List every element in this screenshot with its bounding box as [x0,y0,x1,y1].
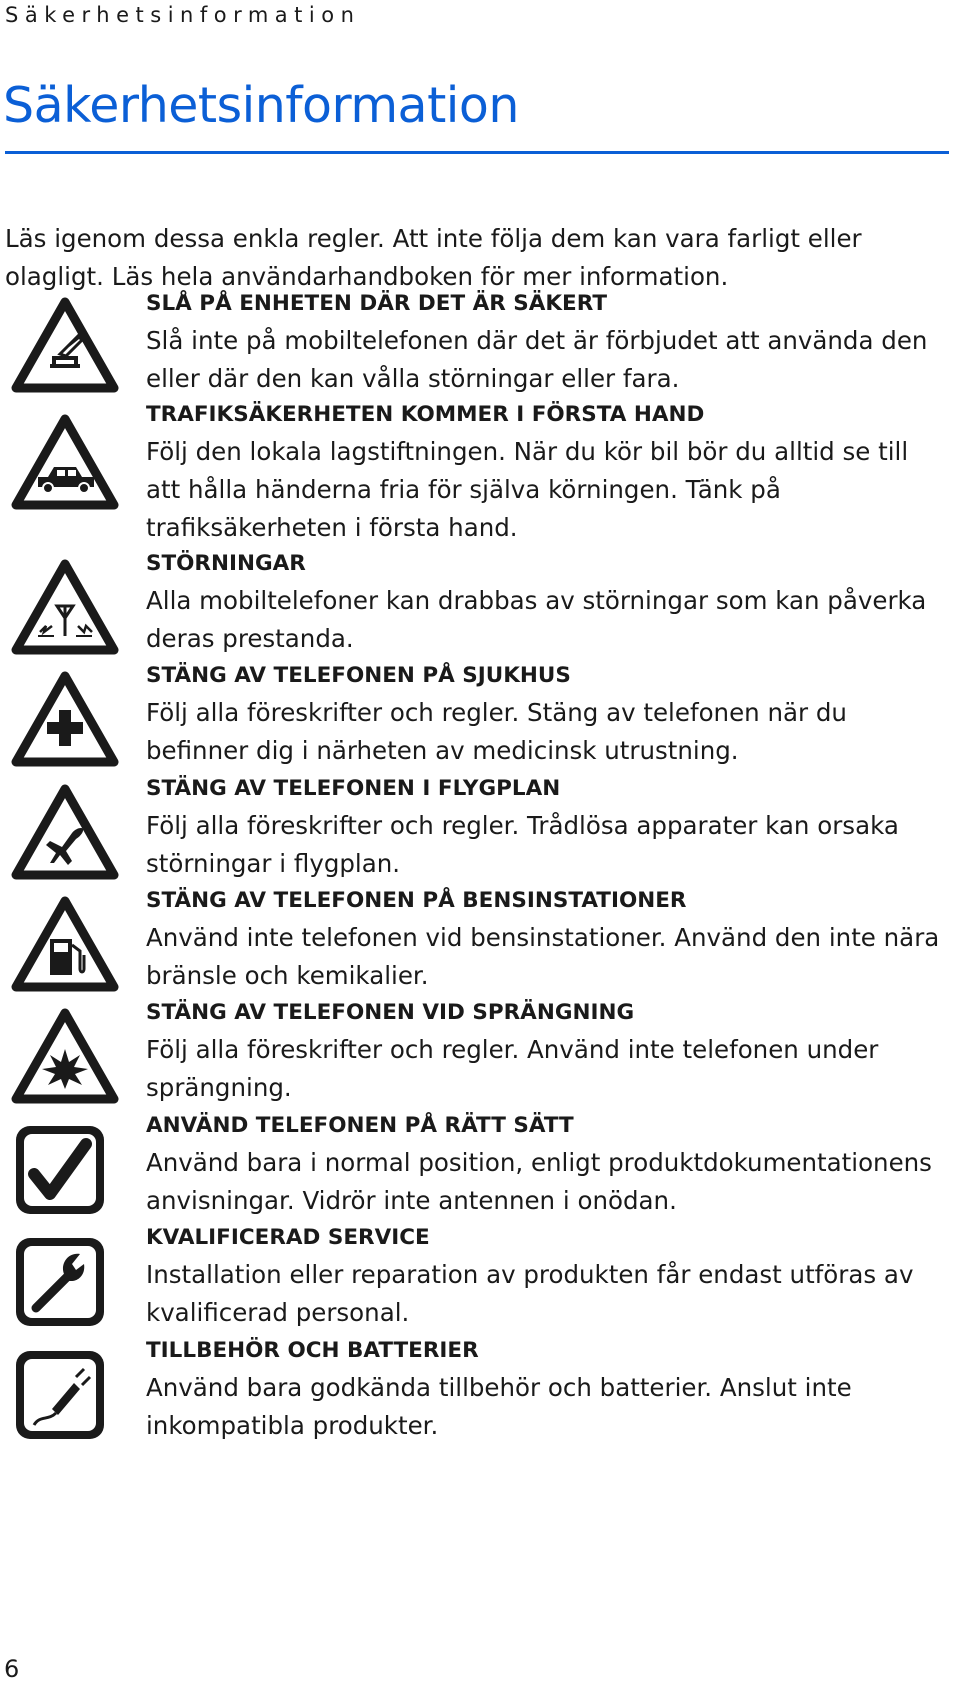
item-body: Använd bara godkända tillbehör och batterier. Anslut inte inkompatibla produkter. [146,1373,852,1440]
item-heading: TILLBEHÖR OCH BATTERIER [146,1338,479,1363]
explosion-icon [10,1007,120,1107]
medical-cross-icon [10,670,120,770]
fuel-pump-icon [10,895,120,995]
page-title: Säkerhetsinformation [3,77,519,134]
item-heading: SLÅ PÅ ENHETEN DÄR DET ÄR SÄKERT [146,291,608,316]
airplane-icon [10,783,120,883]
item-body: Följ alla föreskrifter och regler. Använd inte telefonen under sprängning. [146,1035,879,1102]
item-body: Installation eller reparation av produkten får endast utföras av kvalificerad personal. [146,1260,914,1327]
antenna-interference-icon [10,558,120,658]
item-heading: STÄNG AV TELEFONEN VID SPRÄNGNING [146,1000,635,1025]
hand-switch-on-icon [10,296,120,396]
item-body: Följ den lokala lagstiftningen. När du kör bil bör du alltid se till att hålla händerna fria för själva körningen. Tänk på trafiksäkerheten i första hand. [146,437,909,542]
item-heading: KVALIFICERAD SERVICE [146,1225,430,1250]
item-body: Följ alla föreskrifter och regler. Trådlösa apparater kan orsaka störningar i flygplan. [146,811,899,878]
item-body: Använd bara i normal position, enligt produktdokumentationens anvisningar. Vidrör inte antennen i onödan. [146,1148,932,1215]
title-divider [5,151,949,154]
car-icon [10,413,120,513]
item-heading: STÖRNINGAR [146,551,306,576]
item-body: Slå inte på mobiltelefonen där det är förbjudet att använda den eller där den kan vålla störningar eller fara. [146,326,928,393]
item-body: Följ alla föreskrifter och regler. Stäng av telefonen när du befinner dig i närheten av medicinsk utrustning. [146,698,847,765]
item-heading: TRAFIKSÄKERHETEN KOMMER I FÖRSTA HAND [146,402,705,427]
item-heading: ANVÄND TELEFONEN PÅ RÄTT SÄTT [146,1113,574,1138]
page-number: 6 [4,1655,20,1683]
checkmark-icon [10,1122,120,1222]
item-heading: STÄNG AV TELEFONEN I FLYGPLAN [146,776,561,801]
intro-paragraph: Läs igenom dessa enkla regler. Att inte följa dem kan vara farligt eller olagligt. Läs hela användarhandboken för mer information. [5,224,862,291]
item-body: Använd inte telefonen vid bensinstationer. Använd den inte nära bränsle och kemikalier. [146,923,940,990]
item-body: Alla mobiltelefoner kan drabbas av störningar som kan påverka deras prestanda. [146,586,927,653]
connector-plug-icon [10,1347,120,1447]
running-header: Säkerhetsinformation [5,3,361,27]
item-heading: STÄNG AV TELEFONEN PÅ SJUKHUS [146,663,571,688]
wrench-icon [10,1234,120,1334]
item-heading: STÄNG AV TELEFONEN PÅ BENSINSTATIONER [146,888,687,913]
